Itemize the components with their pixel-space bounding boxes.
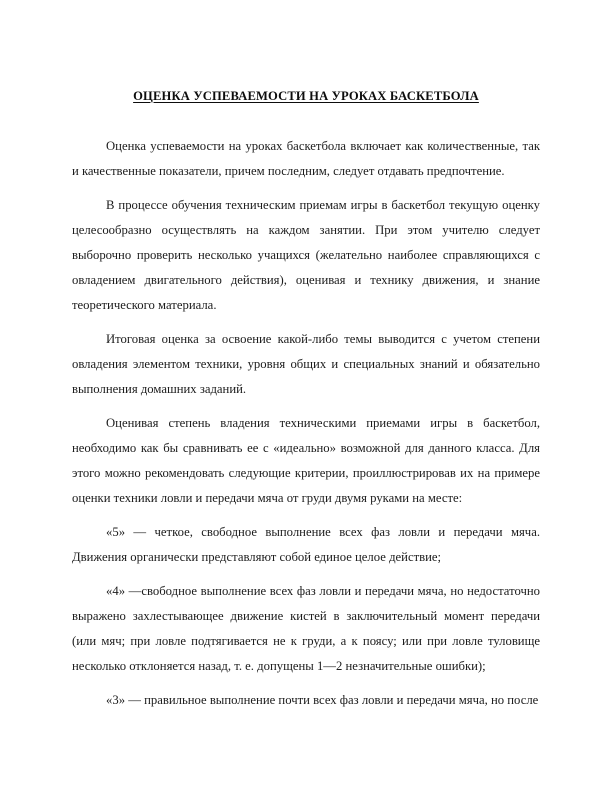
paragraph-grade-5: «5» — четкое, свободное выполнение всех фаз ловли и передачи мяча. Движения органически представляют собой единое целое действие; [72, 525, 540, 564]
paragraph-1: Оценка успеваемости на уроках баскетбола включает как количественные, так и качественные показатели, причем последним, следует отдавать предпочтение. [72, 139, 540, 178]
paragraph-grade-3: «3» — правильное выполнение почти всех фаз ловли и передачи мяча, но после [106, 693, 539, 707]
page-title: ОЦЕНКА УСПЕВАЕМОСТИ НА УРОКАХ БАСКЕТБОЛА [133, 89, 479, 103]
page-content [72, 88, 540, 713]
paragraph-3: Итоговая оценка за освоение какой-либо темы выводится с учетом степени овладения элементом техники, уровня общих и специальных знаний и обязательно выполнения домашних заданий. [72, 332, 540, 396]
paragraph-2: В процессе обучения техническим приемам игры в баскетбол текущую оценку целесообразно осуществлять на каждом занятии. При этом учителю следует выборочно проверить несколько учащихся (желательно наиболее справляющихся с овладением двигательного действия), оценивая и технику движения, и знание теоретического материала. [72, 198, 540, 312]
paragraph-4: Оценивая степень владения техническими приемами игры в баскетбол, необходимо как бы сравнивать ее с «идеально» возможной для данного класса. Для этого можно рекомендовать следующие критерии, проиллюстрировав их на примере оценки техники ловли и передачи мяча от груди двумя руками на месте: [72, 416, 540, 505]
paragraph-grade-4: «4» —свободное выполнение всех фаз ловли и передачи мяча, но недостаточно выражено захлестывающее движение кистей в заключительный момент передачи (или мяч; при ловле подтягивается не к груди, а к поясу; или при ловле туловище несколько отклоняется назад, т. е. допущены 1—2 незначительные ошибки); [72, 584, 540, 673]
